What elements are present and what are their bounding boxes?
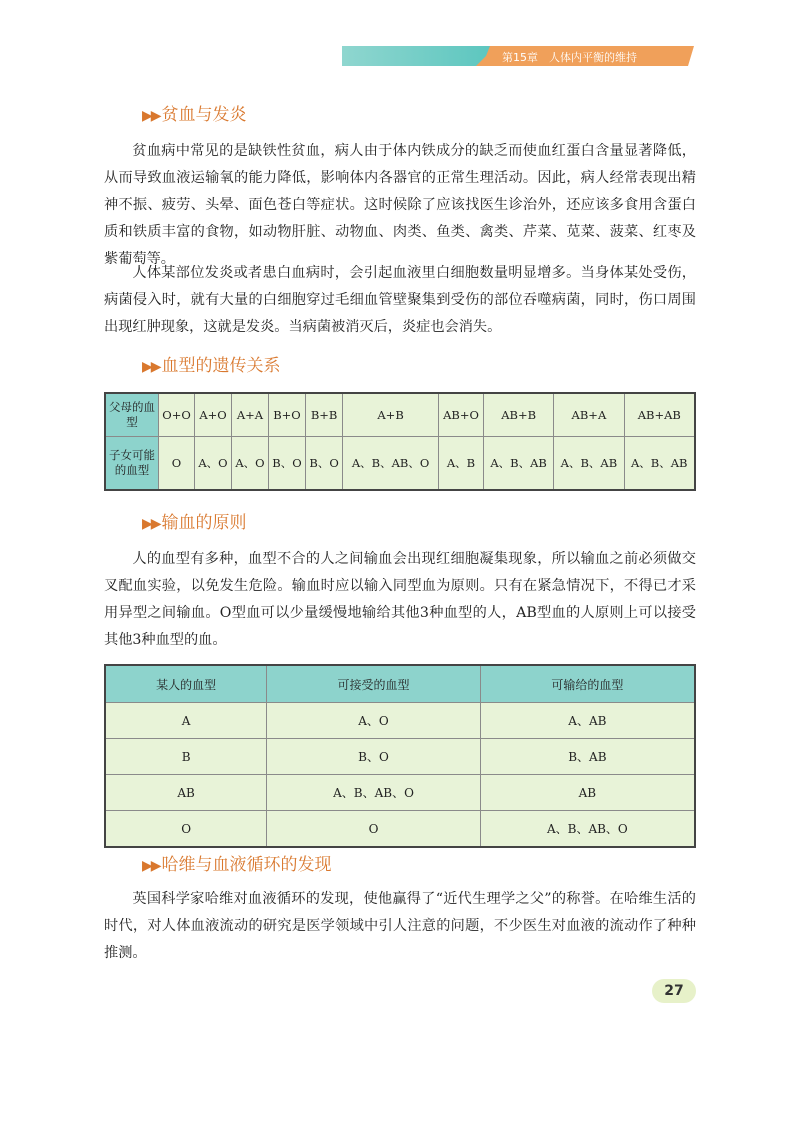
table-cell: A、AB <box>480 703 695 739</box>
parents-cell: B+O <box>268 393 305 437</box>
header-teal-bar <box>342 46 492 66</box>
row-header-children: 子女可能的血型 <box>105 437 159 491</box>
row-header-parents: 父母的血型 <box>105 393 159 437</box>
parents-cell: A+A <box>231 393 268 437</box>
children-cell: A、O <box>195 437 232 491</box>
paragraph-harvey: 英国科学家哈维对血液循环的发现，使他赢得了“近代生理学之父”的称誉。在哈维生活的时代，对人体血液流动的研究是医学领域中引人注意的问题，不少医生对血液的流动作了种种推测。 <box>104 891 696 961</box>
parents-cell: AB+A <box>554 393 624 437</box>
paragraph-anemia-2: 人体某部位发炎或者患白血病时，会引起血液里白细胞数量明显增多。当身体某处受伤，病菌侵入时，就有大量的白细胞穿过毛细血管壁聚集到受伤的部位吞噬病菌，同时，伤口周围出现红肿现象，这就是发炎。当病菌被消灭后，炎症也会消失。 <box>104 265 696 335</box>
parents-cell: A+O <box>195 393 232 437</box>
heading-text: 血型的遗传关系 <box>161 356 281 376</box>
table-cell: B <box>105 739 267 775</box>
table-row <box>105 739 695 775</box>
section-heading-harvey <box>142 850 332 875</box>
children-cell: A、B、AB <box>484 437 554 491</box>
section-heading-transfusion <box>142 508 247 533</box>
children-cell: A、B、AB <box>624 437 695 491</box>
table-cell: A、B、AB、O <box>480 811 695 848</box>
parents-cell: B+B <box>306 393 343 437</box>
table-cell: AB <box>480 775 695 811</box>
table-cell: A <box>105 703 267 739</box>
section-heading-anemia <box>142 100 247 125</box>
children-cell: O <box>159 437 195 491</box>
children-cell: B、O <box>306 437 343 491</box>
children-cell: B、O <box>268 437 305 491</box>
heading-text: 贫血与发炎 <box>161 105 247 125</box>
table-cell: B、AB <box>480 739 695 775</box>
chapter-title: 第15章 人体内平衡的维持 <box>502 51 637 64</box>
table-cell: AB <box>105 775 267 811</box>
table-cell: O <box>267 811 480 848</box>
parents-cell: AB+AB <box>624 393 695 437</box>
column-header: 可接受的血型 <box>267 665 480 703</box>
table-row <box>105 703 695 739</box>
table-cell: A、O <box>267 703 480 739</box>
double-arrow-icon: ▶▶ <box>142 516 160 532</box>
section-heading-inheritance <box>142 351 281 376</box>
table-row <box>105 775 695 811</box>
children-cell: A、B、AB <box>554 437 624 491</box>
double-arrow-icon: ▶▶ <box>142 858 160 874</box>
table-cell: A、B、AB、O <box>267 775 480 811</box>
heading-text: 哈维与血液循环的发现 <box>161 855 332 875</box>
blood-type-inheritance-table <box>104 392 696 491</box>
page-number: 27 <box>652 979 696 1003</box>
table-header-row <box>105 665 695 703</box>
paragraph-transfusion: 人的血型有多种，血型不合的人之间输血会出现红细胞凝集现象，所以输血之前必须做交叉配血实验，以免发生危险。输血时应以输入同型血为原则。只有在紧急情况下，不得已才采用异型之间输血。O型血可以少量缓慢地输给其他3种血型的人，AB型血的人原则上可以接受其他3种血型的血。 <box>104 551 696 648</box>
transfusion-table <box>104 664 696 848</box>
table-row <box>105 811 695 848</box>
parents-cell: A+B <box>343 393 439 437</box>
paragraph-anemia-1: 贫血病中常见的是缺铁性贫血，病人由于体内铁成分的缺乏而使血红蛋白含量显著降低，从而导致血液运输氧的能力降低，影响体内各器官的正常生理活动。因此，病人经常表现出精神不振、疲劳、头晕、面色苍白等症状。这时候除了应该找医生诊治外，还应该多食用含蛋白质和铁质丰富的食物，如动物肝脏、动物血、肉类、鱼类、禽类、芹菜、苋菜、菠菜、红枣及紫葡萄等。 <box>104 143 696 267</box>
children-row <box>105 437 695 491</box>
parents-cell: AB+O <box>439 393 484 437</box>
parents-cell: AB+B <box>484 393 554 437</box>
parents-cell: O+O <box>159 393 195 437</box>
children-cell: A、O <box>231 437 268 491</box>
table-cell: B、O <box>267 739 480 775</box>
double-arrow-icon: ▶▶ <box>142 359 160 375</box>
chapter-header-band <box>342 46 694 66</box>
column-header: 某人的血型 <box>105 665 267 703</box>
double-arrow-icon: ▶▶ <box>142 108 160 124</box>
parents-row <box>105 393 695 437</box>
table-cell: O <box>105 811 267 848</box>
column-header: 可输给的血型 <box>480 665 695 703</box>
heading-text: 输血的原则 <box>161 513 247 533</box>
children-cell: A、B <box>439 437 484 491</box>
children-cell: A、B、AB、O <box>343 437 439 491</box>
